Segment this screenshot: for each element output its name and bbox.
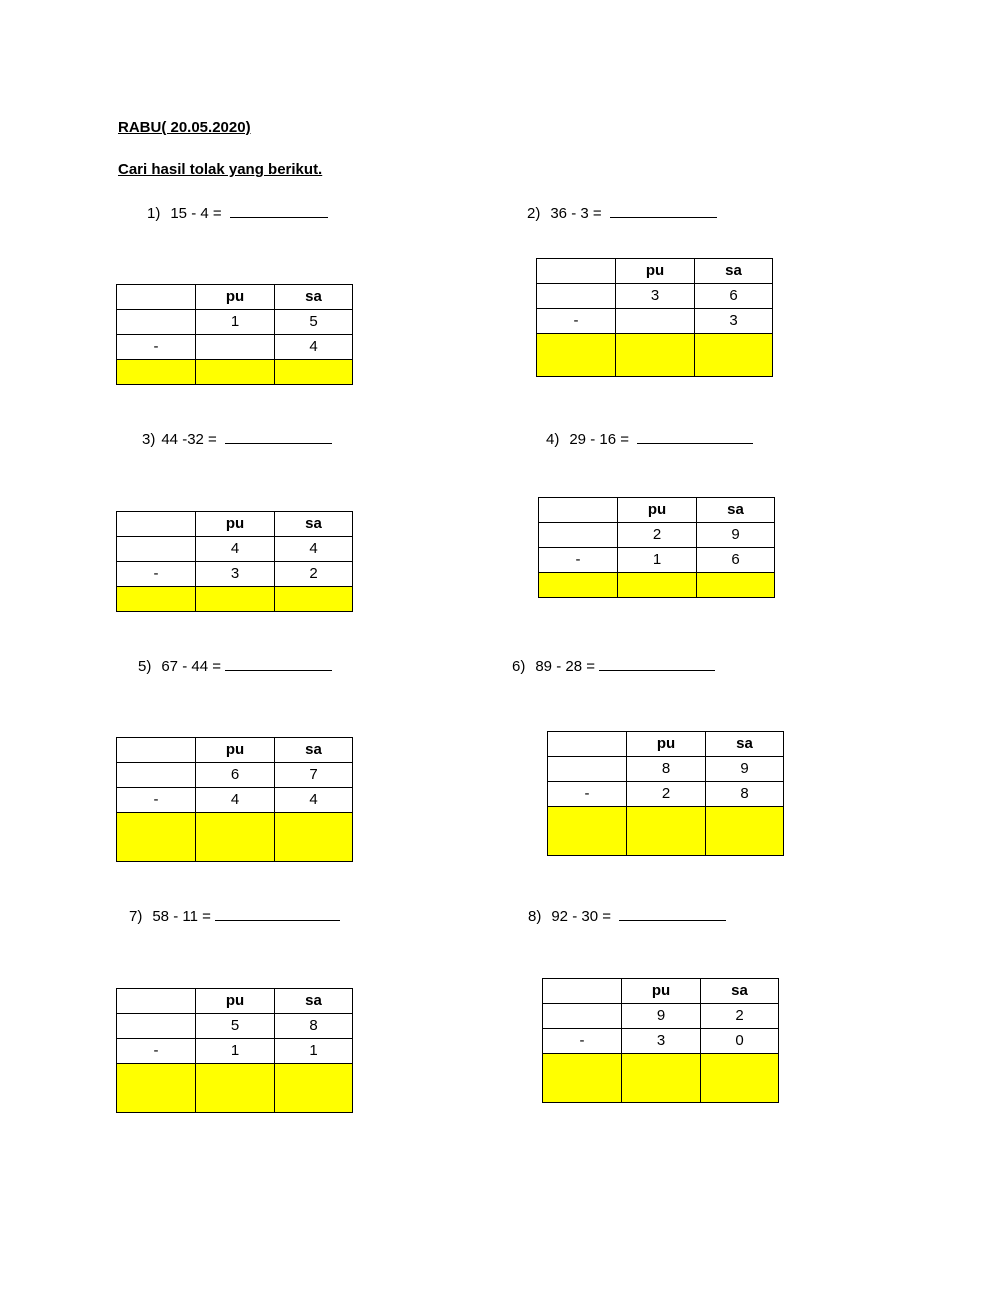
top-tens: 4 (196, 537, 275, 562)
header-tens: pu (196, 285, 275, 310)
header-ones: sa (706, 732, 784, 757)
question-4 (546, 429, 753, 449)
answer-cell-empty (548, 807, 627, 856)
header-empty (548, 732, 627, 757)
answer-cell-tens[interactable] (627, 807, 706, 856)
header-ones: sa (701, 979, 779, 1004)
answer-cell-tens[interactable] (196, 1064, 275, 1113)
bottom-ones: 6 (697, 548, 775, 573)
top-ones: 9 (697, 523, 775, 548)
row-label (117, 763, 196, 788)
answer-cell-empty (117, 360, 196, 385)
question-number: 3) (142, 431, 156, 448)
answer-cell-tens[interactable] (196, 360, 275, 385)
subtraction-table-8 (542, 978, 779, 1103)
answer-cell-tens[interactable] (196, 813, 275, 862)
row-label (543, 1004, 622, 1029)
minus-sign: - (543, 1029, 622, 1054)
answer-cell-empty (539, 573, 618, 598)
answer-blank[interactable] (225, 429, 332, 444)
top-tens: 9 (622, 1004, 701, 1029)
question-6 (512, 656, 715, 676)
minus-sign: - (548, 782, 627, 807)
answer-cell-empty (117, 813, 196, 862)
minus-sign: - (117, 335, 196, 360)
answer-cell-tens[interactable] (622, 1054, 701, 1103)
answer-blank[interactable] (230, 203, 328, 218)
top-tens: 6 (196, 763, 275, 788)
header-ones: sa (697, 498, 775, 523)
row-label (117, 537, 196, 562)
question-2 (527, 203, 717, 223)
question-expression: 29 - 16 = (569, 431, 629, 448)
minus-sign: - (117, 562, 196, 587)
bottom-tens: 3 (622, 1029, 701, 1054)
subtraction-table-7 (116, 988, 353, 1113)
question-5 (138, 656, 332, 676)
bottom-ones: 2 (275, 562, 353, 587)
minus-sign: - (539, 548, 618, 573)
bottom-ones: 1 (275, 1039, 353, 1064)
header-tens: pu (196, 512, 275, 537)
bottom-tens: 3 (196, 562, 275, 587)
answer-cell-empty (543, 1054, 622, 1103)
top-ones: 6 (695, 284, 773, 309)
subtraction-table-6 (547, 731, 784, 856)
answer-blank[interactable] (619, 906, 726, 921)
top-ones: 8 (275, 1014, 353, 1039)
row-label (117, 1014, 196, 1039)
answer-cell-ones[interactable] (275, 587, 353, 612)
row-label (537, 284, 616, 309)
answer-blank[interactable] (225, 656, 332, 671)
answer-cell-empty (117, 1064, 196, 1113)
answer-cell-ones[interactable] (697, 573, 775, 598)
top-tens: 1 (196, 310, 275, 335)
top-tens: 5 (196, 1014, 275, 1039)
bottom-ones: 4 (275, 788, 353, 813)
subtraction-table-5 (116, 737, 353, 862)
answer-cell-tens[interactable] (616, 334, 695, 377)
header-tens: pu (616, 259, 695, 284)
answer-cell-ones[interactable] (701, 1054, 779, 1103)
top-ones: 4 (275, 537, 353, 562)
answer-cell-tens[interactable] (618, 573, 697, 598)
header-ones: sa (275, 285, 353, 310)
top-ones: 9 (706, 757, 784, 782)
top-tens: 8 (627, 757, 706, 782)
top-ones: 7 (275, 763, 353, 788)
header-ones: sa (275, 738, 353, 763)
question-7 (129, 906, 340, 926)
header-empty (117, 285, 196, 310)
header-ones: sa (275, 512, 353, 537)
answer-cell-empty (117, 587, 196, 612)
answer-blank[interactable] (599, 656, 715, 671)
subtraction-table-4 (538, 497, 775, 598)
question-number: 8) (528, 908, 542, 925)
bottom-tens (196, 335, 275, 360)
question-number: 1) (147, 205, 161, 222)
subtraction-table-1 (116, 284, 353, 385)
row-label (548, 757, 627, 782)
top-ones: 2 (701, 1004, 779, 1029)
answer-cell-ones[interactable] (275, 360, 353, 385)
question-number: 6) (512, 658, 526, 675)
question-1 (147, 203, 328, 223)
answer-cell-ones[interactable] (706, 807, 784, 856)
question-3 (142, 429, 332, 449)
header-empty (539, 498, 618, 523)
bottom-ones: 3 (695, 309, 773, 334)
header-ones: sa (275, 989, 353, 1014)
subtraction-table-3 (116, 511, 353, 612)
top-tens: 3 (616, 284, 695, 309)
question-expression: 89 - 28 = (535, 658, 595, 675)
bottom-tens: 1 (618, 548, 697, 573)
top-ones: 5 (275, 310, 353, 335)
bottom-tens: 4 (196, 788, 275, 813)
row-label (117, 310, 196, 335)
question-expression: 58 - 11 = (152, 908, 211, 925)
bottom-ones: 0 (701, 1029, 779, 1054)
answer-cell-tens[interactable] (196, 587, 275, 612)
header-tens: pu (622, 979, 701, 1004)
minus-sign: - (117, 788, 196, 813)
header-tens: pu (627, 732, 706, 757)
header-ones: sa (695, 259, 773, 284)
bottom-ones: 4 (275, 335, 353, 360)
answer-blank[interactable] (610, 203, 717, 218)
question-number: 4) (546, 431, 560, 448)
answer-cell-ones[interactable] (275, 813, 353, 862)
header-empty (117, 738, 196, 763)
answer-cell-ones[interactable] (695, 334, 773, 377)
question-expression: 67 - 44 = (161, 658, 221, 675)
question-expression: 15 - 4 = (170, 205, 222, 222)
question-number: 7) (129, 908, 143, 925)
header-empty (537, 259, 616, 284)
question-expression: 44 -32 = (161, 431, 217, 448)
header-tens: pu (196, 738, 275, 763)
bottom-tens: 2 (627, 782, 706, 807)
bottom-tens: 1 (196, 1039, 275, 1064)
question-number: 5) (138, 658, 152, 675)
header-empty (543, 979, 622, 1004)
instruction-heading: Cari hasil tolak yang berikut. (118, 161, 323, 178)
bottom-tens (616, 309, 695, 334)
minus-sign: - (537, 309, 616, 334)
minus-sign: - (117, 1039, 196, 1064)
question-expression: 92 - 30 = (551, 908, 611, 925)
date-heading: RABU( 20.05.2020) (118, 119, 251, 136)
question-8 (528, 906, 726, 926)
header-empty (117, 989, 196, 1014)
answer-blank[interactable] (215, 906, 340, 921)
answer-cell-empty (537, 334, 616, 377)
answer-blank[interactable] (637, 429, 753, 444)
header-empty (117, 512, 196, 537)
answer-cell-ones[interactable] (275, 1064, 353, 1113)
top-tens: 2 (618, 523, 697, 548)
bottom-ones: 8 (706, 782, 784, 807)
question-number: 2) (527, 205, 541, 222)
question-expression: 36 - 3 = (550, 205, 602, 222)
subtraction-table-2 (536, 258, 773, 377)
header-tens: pu (618, 498, 697, 523)
row-label (539, 523, 618, 548)
header-tens: pu (196, 989, 275, 1014)
